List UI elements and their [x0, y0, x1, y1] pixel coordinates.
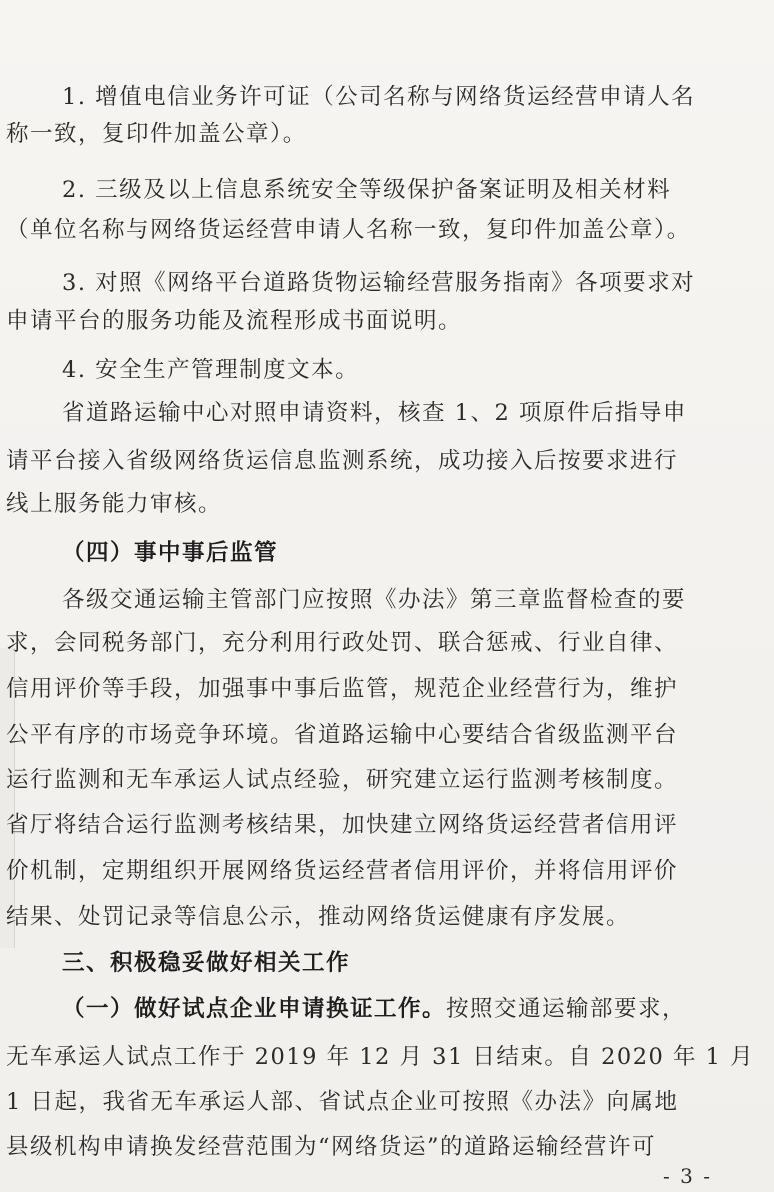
paragraph-line: 信用评价等手段，加强事中事后监管，规范企业经营行为，维护	[6, 676, 679, 702]
inline-text: 按照交通运输部要求，	[446, 996, 687, 1022]
paragraph-line: 申请平台的服务功能及流程形成书面说明。	[6, 308, 463, 334]
inline-heading: （一）做好试点企业申请换证工作。	[62, 996, 447, 1022]
paragraph-line: 请平台接入省级网络货运信息监测系统，成功接入后按要求进行	[6, 448, 679, 474]
paragraph-line: 3. 对照《网络平台道路货物运输经营服务指南》各项要求对	[62, 270, 696, 296]
paragraph-line: 线上服务能力审核。	[6, 491, 223, 517]
paragraph-line: 价机制，定期组织开展网络货运经营者信用评价，并将信用评价	[6, 858, 679, 884]
paragraph-line: 省厅将结合运行监测考核结果，加快建立网络货运经营者信用评	[6, 812, 679, 838]
paragraph-line: 县级机构申请换发经营范围为“网络货运”的道路运输经营许可	[6, 1134, 657, 1160]
paragraph-line: 4. 安全生产管理制度文本。	[62, 357, 360, 383]
section-heading: （四）事中事后监管	[62, 540, 279, 566]
paragraph-line: 1. 增值电信业务许可证（公司名称与网络货运经营申请人名	[62, 84, 696, 110]
paragraph-line: 各级交通运输主管部门应按照《办法》第三章监督检查的要	[62, 587, 687, 613]
paragraph-line: 结果、处罚记录等信息公示，推动网络货运健康有序发展。	[6, 904, 631, 930]
paragraph-line: （单位名称与网络货运经营申请人名称一致，复印件加盖公章）。	[6, 217, 691, 243]
paragraph-line: 求，会同税务部门，充分利用行政处罚、联合惩戒、行业自律、	[6, 630, 679, 656]
paragraph-line: 公平有序的市场竞争环境。省道路运输中心要结合省级监测平台	[6, 722, 679, 748]
paragraph-line: 2. 三级及以上信息系统安全等级保护备案证明及相关材料	[62, 177, 672, 203]
paragraph-line: 运行监测和无车承运人试点经验，研究建立运行监测考核制度。	[6, 767, 679, 793]
page-number: - 3 -	[663, 1164, 712, 1188]
paragraph-line: 无车承运人试点工作于 2019 年 12 月 31 日结束。自 2020 年 1 月	[6, 1044, 755, 1070]
paragraph-line	[62, 994, 766, 1024]
chapter-heading: 三、积极稳妥做好相关工作	[62, 950, 351, 976]
paragraph-line: 省道路运输中心对照申请资料，核查 1、2 项原件后指导申	[62, 400, 687, 426]
paragraph-line: 称一致，复印件加盖公章）。	[6, 121, 307, 147]
paragraph-line: 1 日起，我省无车承运人部、省试点企业可按照《办法》向属地	[6, 1089, 679, 1115]
